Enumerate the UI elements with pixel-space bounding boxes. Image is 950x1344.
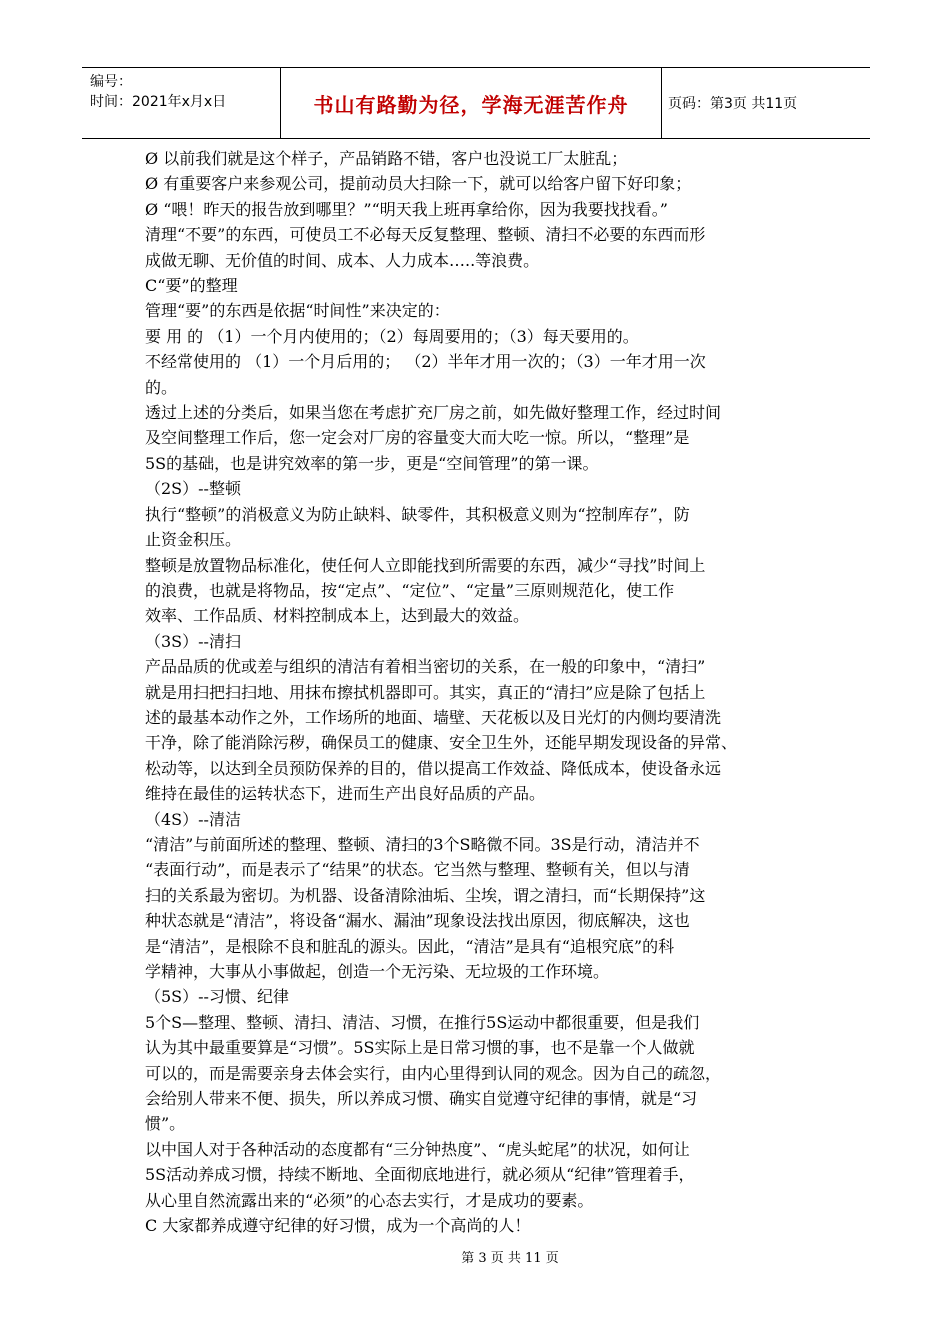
body-line: 的浪费，也就是将物品，按“定点”、“定位”、“定量”三原则规范化，使工作 — [145, 580, 675, 600]
body-line: 可以的，而是需要亲身去体会实行，由内心里得到认同的观念。因为自己的疏忽， — [145, 1063, 722, 1083]
body-line: 认为其中最重要算是“习惯”。5S实际上是日常习惯的事，也不是靠一个人做就 — [145, 1038, 695, 1058]
body-line: 惯”。 — [145, 1114, 186, 1134]
body-line: 5个S—整理、整顿、清扫、清洁、习惯，在推行5S运动中都很重要，但是我们 — [145, 1012, 700, 1032]
body-line: （3S）--清扫 — [145, 631, 241, 651]
body-line: 的。 — [145, 377, 178, 397]
document-date-label: 时间：2021年x月x日 — [90, 94, 227, 110]
body-line: 执行“整顿”的消极意义为防止缺料、缺零件，其积极意义则为“控制库存”，防 — [145, 504, 690, 524]
body-line: “表面行动”，而是表示了“结果”的状态。它当然与整理、整顿有关，但以与清 — [145, 860, 690, 880]
body-line: 5S活动养成习惯，持续不断地、全面彻底地进行，就必须从“纪律”管理着手， — [145, 1165, 695, 1185]
header-motto: 书山有路勤为径，学海无涯苦作舟 — [280, 68, 662, 138]
body-line: 及空间整理工作后，您一定会对厂房的容量变大而大吃一惊。所以，“整理”是 — [145, 428, 690, 448]
body-line: C 大家都养成遵守纪律的好习惯，成为一个高尚的人！ — [145, 1216, 531, 1236]
body-line: 产品品质的优或差与组织的清洁有着相当密切的关系，在一般的印象中，“清扫” — [145, 657, 706, 677]
body-line: Ø 有重要客户来参观公司，提前动员大扫除一下，就可以给客户留下好印象； — [145, 174, 692, 194]
header-page-number: 页码：第3页 共11页 — [668, 96, 798, 112]
header-info — [82, 68, 280, 138]
body-line: 清理“不要”的东西，可使员工不必每天反复整理、整顿、清扫不必要的东西而形 — [145, 225, 706, 245]
body-line: Ø “喂！昨天的报告放到哪里？”“明天我上班再拿给你，因为我要找找看。” — [145, 199, 668, 219]
page-header — [82, 67, 870, 139]
body-line: 是“清洁”，是根除不良和脏乱的源头。因此，“清洁”是具有“追根究底”的科 — [145, 936, 675, 956]
body-line: “清洁”与前面所述的整理、整顿、清扫的3个S略微不同。3S是行动，清洁并不 — [145, 834, 700, 854]
body-line: （4S）--清洁 — [145, 809, 241, 829]
body-line: 以中国人对于各种活动的态度都有“三分钟热度”、“虎头蛇尾”的状况，如何让 — [145, 1139, 690, 1159]
body-line: （2S）--整顿 — [145, 479, 241, 499]
body-line: 效率、工作品质、材料控制成本上，达到最大的效益。 — [145, 606, 530, 626]
body-line: 管理“要”的东西是依据“时间性”来决定的： — [145, 301, 450, 321]
page-footer: 第 3 页 共 11 页 — [461, 1251, 559, 1266]
body-line: 松动等，以达到全员预防保养的目的，借以提高工作效益、降低成本，使设备永远 — [145, 758, 722, 778]
body-line: 止资金积压。 — [145, 530, 242, 550]
body-line: 会给别人带来不便、损失，所以养成习惯、确实自觉遵守纪律的事情，就是“习 — [145, 1089, 698, 1109]
body-line: 学精神，大事从小事做起，创造一个无污染、无垃圾的工作环境。 — [145, 962, 610, 981]
body-line: 整顿是放置物品标准化，使任何人立即能找到所需要的东西，减少“寻找”时间上 — [145, 555, 706, 575]
body-line: 种状态就是“清洁”，将设备“漏水、漏油”现象设法找出原因，彻底解决，这也 — [145, 911, 690, 931]
body-line: 干净，除了能消除污秽，确保员工的健康、安全卫生外，还能早期发现设备的异常、 — [145, 733, 738, 753]
body-line: 就是用扫把扫扫地、用抹布擦拭机器即可。其实，真正的“清扫”应是除了包括上 — [145, 682, 706, 702]
document-number-label: 编号： — [90, 74, 132, 90]
document-body — [145, 146, 820, 1238]
body-line: C“要”的整理 — [145, 276, 238, 296]
body-line: 从心里自然流露出来的“必须”的心态去实行，才是成功的要素。 — [145, 1190, 594, 1210]
body-line: 成做无聊、无价值的时间、成本、人力成本…..等浪费。 — [145, 250, 540, 270]
body-line: （5S）--习惯、纪律 — [145, 987, 289, 1007]
body-line: 透过上述的分类后，如果当您在考虑扩充厂房之前，如先做好整理工作，经过时间 — [145, 403, 722, 423]
body-line: 不经常使用的 （1）一个月后用的； （2）半年才用一次的；（3）一年才用一次 — [145, 352, 706, 372]
body-line: Ø 以前我们就是这个样子，产品销路不错，客户也没说工厂太脏乱； — [145, 149, 628, 168]
body-line: 要 用 的 （1）一个月内使用的；（2）每周要用的；（3）每天要用的。 — [145, 326, 639, 346]
body-line: 扫的关系最为密切。为机器、设备清除油垢、尘埃，谓之清扫，而“长期保持”这 — [145, 885, 706, 905]
body-line: 维持在最佳的运转状态下，进而生产出良好品质的产品。 — [145, 784, 546, 804]
body-line: 5S的基础，也是讲究效率的第一步，更是“空间管理”的第一课。 — [145, 453, 599, 473]
body-line: 述的最基本动作之外，工作场所的地面、墙壁、天花板以及日光灯的内侧均要清洗 — [145, 707, 722, 727]
